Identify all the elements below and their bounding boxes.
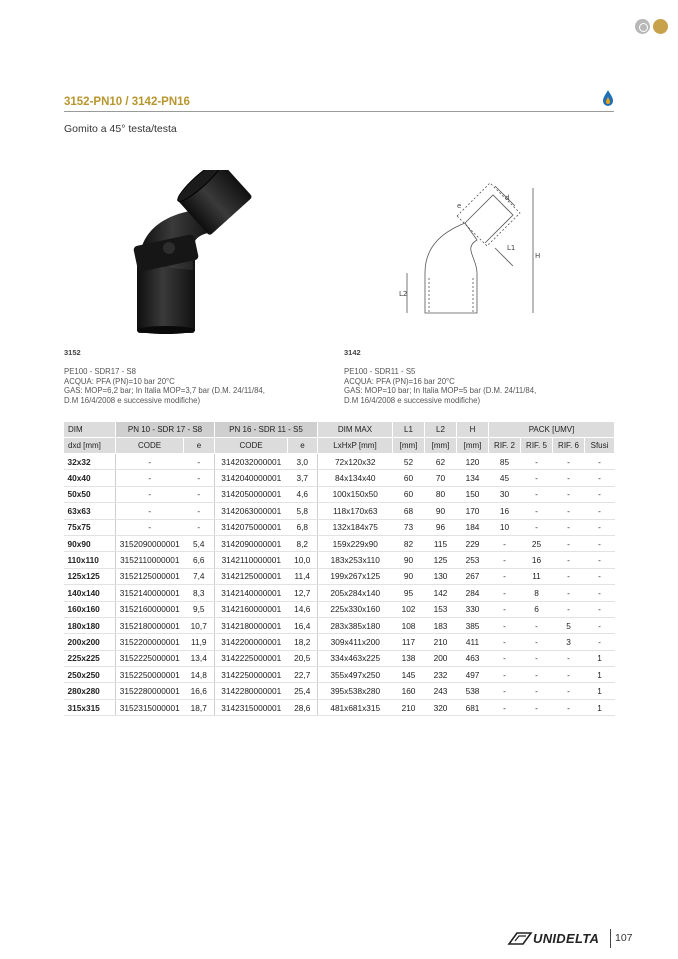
cell-code10: 3152090000001 xyxy=(116,535,184,551)
cell-rif6: 3 xyxy=(553,634,585,650)
cell-code16: 3142040000001 xyxy=(215,470,288,486)
header-pn16: PN 16 - SDR 11 - S5 xyxy=(215,422,318,438)
table-row xyxy=(64,667,615,683)
cell-rif6: - xyxy=(553,667,585,683)
cell-rif6: - xyxy=(553,568,585,584)
cell-h: 497 xyxy=(457,667,489,683)
cell-l1: 102 xyxy=(393,601,425,617)
cell-rif2: 10 xyxy=(489,519,521,535)
spec-line: GAS: MOP=6,2 bar; In Italia MOP=3,7 bar (D.M. 24/11/84, xyxy=(64,386,265,396)
cell-code10: - xyxy=(116,519,184,535)
table-row xyxy=(64,470,615,486)
cell-e10: 7,4 xyxy=(184,568,215,584)
cell-l1: 52 xyxy=(393,454,425,470)
cell-l2: 125 xyxy=(425,552,457,568)
cell-e16: 6,8 xyxy=(288,519,318,535)
cell-l1: 60 xyxy=(393,486,425,502)
header-code-10: CODE xyxy=(116,438,184,454)
cell-rif2: - xyxy=(489,552,521,568)
cell-l2: 210 xyxy=(425,634,457,650)
table-row xyxy=(64,568,615,584)
cell-e16: 10,0 xyxy=(288,552,318,568)
cell-e10: - xyxy=(184,486,215,502)
cell-rif5: 6 xyxy=(521,601,553,617)
cell-h: 253 xyxy=(457,552,489,568)
specs-3152 xyxy=(64,367,265,405)
spec-line: PE100 - SDR11 - S5 xyxy=(344,367,416,376)
unidelta-logo xyxy=(507,930,599,946)
cell-dimmax: 355x497x250 xyxy=(318,667,393,683)
cell-dim: 110x110 xyxy=(64,552,116,568)
unidelta-logo-icon xyxy=(507,930,533,946)
cell-sfusi: - xyxy=(585,454,615,470)
header-e-10: e xyxy=(184,438,215,454)
cell-sfusi: 1 xyxy=(585,699,615,715)
cell-e16: 16,4 xyxy=(288,617,318,633)
cell-code10: - xyxy=(116,503,184,519)
cell-e16: 5,8 xyxy=(288,503,318,519)
cell-sfusi: - xyxy=(585,503,615,519)
header-pn10: PN 10 - SDR 17 - S8 xyxy=(116,422,215,438)
cell-l2: 200 xyxy=(425,650,457,666)
cell-code10: - xyxy=(116,470,184,486)
cell-dim: 50x50 xyxy=(64,486,116,502)
cell-rif2: 30 xyxy=(489,486,521,502)
header-dimmax: DIM MAX xyxy=(318,422,393,438)
cell-dim: 225x225 xyxy=(64,650,116,666)
label-e: e xyxy=(457,202,462,210)
model-code-3152: 3152 xyxy=(64,348,81,357)
cell-dim: 63x63 xyxy=(64,503,116,519)
cell-e16: 3,0 xyxy=(288,454,318,470)
cell-rif2: - xyxy=(489,683,521,699)
header-rif5: RIF. 5 xyxy=(521,438,553,454)
cell-sfusi: - xyxy=(585,486,615,502)
cell-sfusi: - xyxy=(585,585,615,601)
cell-dimmax: 395x538x280 xyxy=(318,683,393,699)
cell-l2: 62 xyxy=(425,454,457,470)
cell-l2: 80 xyxy=(425,486,457,502)
cell-code10: 3152110000001 xyxy=(116,552,184,568)
cell-l1: 95 xyxy=(393,585,425,601)
cell-rif5: - xyxy=(521,650,553,666)
cell-e16: 4,6 xyxy=(288,486,318,502)
cell-h: 229 xyxy=(457,535,489,551)
cell-dimmax: 481x681x315 xyxy=(318,699,393,715)
title-divider xyxy=(64,111,614,112)
cell-dimmax: 84x134x40 xyxy=(318,470,393,486)
table-row xyxy=(64,535,615,551)
cell-dim: 200x200 xyxy=(64,634,116,650)
header-rif2: RIF. 2 xyxy=(489,438,521,454)
cell-h: 411 xyxy=(457,634,489,650)
cell-rif6: - xyxy=(553,486,585,502)
cell-sfusi: - xyxy=(585,535,615,551)
cell-dimmax: 199x267x125 xyxy=(318,568,393,584)
cell-code16: 3142180000001 xyxy=(215,617,288,633)
header-dim: DIM xyxy=(64,422,116,438)
elbow-product-photo xyxy=(125,170,255,335)
spec-line: PE100 - SDR17 - S8 xyxy=(64,367,136,376)
table-row xyxy=(64,601,615,617)
cell-rif2: - xyxy=(489,650,521,666)
cell-code16: 3142225000001 xyxy=(215,650,288,666)
cell-h: 385 xyxy=(457,617,489,633)
header-code-16: CODE xyxy=(215,438,288,454)
cell-rif5: 11 xyxy=(521,568,553,584)
cell-rif6: - xyxy=(553,585,585,601)
cell-rif2: 85 xyxy=(489,454,521,470)
cell-dimmax: 205x284x140 xyxy=(318,585,393,601)
cell-e10: 6,6 xyxy=(184,552,215,568)
cell-dim: 140x140 xyxy=(64,585,116,601)
cell-sfusi: 1 xyxy=(585,650,615,666)
cell-code16: 3142280000001 xyxy=(215,683,288,699)
cell-h: 463 xyxy=(457,650,489,666)
cell-h: 538 xyxy=(457,683,489,699)
cell-dim: 40x40 xyxy=(64,470,116,486)
cell-h: 120 xyxy=(457,454,489,470)
cell-l2: 153 xyxy=(425,601,457,617)
label-l1: L1 xyxy=(507,244,516,252)
cell-l1: 145 xyxy=(393,667,425,683)
cell-e16: 25,4 xyxy=(288,683,318,699)
cell-e10: 16,6 xyxy=(184,683,215,699)
cell-code10: 3152140000001 xyxy=(116,585,184,601)
cell-code16: 3142250000001 xyxy=(215,667,288,683)
cell-rif2: - xyxy=(489,667,521,683)
cell-h: 284 xyxy=(457,585,489,601)
label-d: d xyxy=(505,194,510,202)
cell-l1: 73 xyxy=(393,519,425,535)
cell-rif2: - xyxy=(489,617,521,633)
cell-code16: 3142125000001 xyxy=(215,568,288,584)
cell-code16: 3142090000001 xyxy=(215,535,288,551)
cell-dim: 280x280 xyxy=(64,683,116,699)
cell-l2: 70 xyxy=(425,470,457,486)
cell-rif6: - xyxy=(553,650,585,666)
cell-dim: 180x180 xyxy=(64,617,116,633)
cell-dim: 32x32 xyxy=(64,454,116,470)
cell-l1: 117 xyxy=(393,634,425,650)
cell-rif2: 45 xyxy=(489,470,521,486)
cell-l2: 90 xyxy=(425,503,457,519)
cell-rif5: 8 xyxy=(521,585,553,601)
cell-dim: 90x90 xyxy=(64,535,116,551)
specs-3142 xyxy=(344,367,536,405)
cell-rif5: - xyxy=(521,634,553,650)
cell-dimmax: 132x184x75 xyxy=(318,519,393,535)
cell-code16: 3142063000001 xyxy=(215,503,288,519)
cell-e16: 20,5 xyxy=(288,650,318,666)
header-l2: L2 xyxy=(425,422,457,438)
cell-code16: 3142200000001 xyxy=(215,634,288,650)
cell-sfusi: 1 xyxy=(585,667,615,683)
cell-e10: 9,5 xyxy=(184,601,215,617)
cell-rif6: - xyxy=(553,454,585,470)
cell-sfusi: - xyxy=(585,519,615,535)
cell-l1: 90 xyxy=(393,568,425,584)
cell-code10: - xyxy=(116,454,184,470)
spec-line: D.M 16/4/2008 e successive modifiche) xyxy=(344,395,481,405)
cell-rif5: 16 xyxy=(521,552,553,568)
cell-rif2: - xyxy=(489,699,521,715)
cell-code10: 3152180000001 xyxy=(116,617,184,633)
spec-line: GAS: MOP=10 bar; In Italia MOP=5 bar (D.M. 24/11/84, xyxy=(344,386,537,396)
cell-dimmax: 100x150x50 xyxy=(318,486,393,502)
cell-code10: - xyxy=(116,486,184,502)
cell-code10: 3152160000001 xyxy=(116,601,184,617)
cell-code16: 3142110000001 xyxy=(215,552,288,568)
cell-rif5: - xyxy=(521,454,553,470)
table-row xyxy=(64,617,615,633)
cell-rif6: - xyxy=(553,503,585,519)
cell-l1: 210 xyxy=(393,699,425,715)
cell-e16: 18,2 xyxy=(288,634,318,650)
table-row xyxy=(64,650,615,666)
product-code-title: 3152-PN10 / 3142-PN16 xyxy=(64,96,190,108)
cell-dim: 250x250 xyxy=(64,667,116,683)
cell-rif2: - xyxy=(489,535,521,551)
product-subtitle: Gomito a 45° testa/testa xyxy=(64,123,177,135)
cell-rif2: - xyxy=(489,585,521,601)
cell-code16: 3142160000001 xyxy=(215,601,288,617)
cell-e16: 3,7 xyxy=(288,470,318,486)
cell-e16: 28,6 xyxy=(288,699,318,715)
cell-dimmax: 334x463x225 xyxy=(318,650,393,666)
cell-dim: 315x315 xyxy=(64,699,116,715)
cell-sfusi: 1 xyxy=(585,683,615,699)
cell-code16: 3142032000001 xyxy=(215,454,288,470)
cell-l1: 90 xyxy=(393,552,425,568)
cell-h: 267 xyxy=(457,568,489,584)
cell-e10: 18,7 xyxy=(184,699,215,715)
cell-sfusi: - xyxy=(585,601,615,617)
cell-sfusi: - xyxy=(585,470,615,486)
cell-rif6: - xyxy=(553,535,585,551)
cell-e10: - xyxy=(184,470,215,486)
cell-dimmax: 159x229x90 xyxy=(318,535,393,551)
cell-rif5: - xyxy=(521,683,553,699)
header-l1-unit: [mm] xyxy=(393,438,425,454)
cell-rif6: - xyxy=(553,552,585,568)
cell-rif2: - xyxy=(489,601,521,617)
cell-h: 681 xyxy=(457,699,489,715)
cell-dimmax: 225x330x160 xyxy=(318,601,393,617)
cell-h: 170 xyxy=(457,503,489,519)
cell-dim: 160x160 xyxy=(64,601,116,617)
cell-rif2: - xyxy=(489,634,521,650)
page-number: 107 xyxy=(615,932,633,944)
cell-h: 134 xyxy=(457,470,489,486)
table-row xyxy=(64,486,615,502)
cell-h: 184 xyxy=(457,519,489,535)
water-gas-drop-icon xyxy=(601,89,615,107)
table-row xyxy=(64,503,615,519)
cell-l2: 183 xyxy=(425,617,457,633)
cell-rif5: 25 xyxy=(521,535,553,551)
cell-e10: 5,4 xyxy=(184,535,215,551)
cell-rif6: 5 xyxy=(553,617,585,633)
header-h: H xyxy=(457,422,489,438)
cell-rif6: - xyxy=(553,470,585,486)
cell-l1: 82 xyxy=(393,535,425,551)
cell-l1: 108 xyxy=(393,617,425,633)
cell-e16: 8,2 xyxy=(288,535,318,551)
cell-code10: 3152125000001 xyxy=(116,568,184,584)
cell-code10: 3152280000001 xyxy=(116,683,184,699)
cell-rif5: - xyxy=(521,667,553,683)
page-number-divider xyxy=(610,929,611,948)
cell-rif5: - xyxy=(521,519,553,535)
cell-e10: 10,7 xyxy=(184,617,215,633)
cell-code16: 3142050000001 xyxy=(215,486,288,502)
cell-dimmax: 283x385x180 xyxy=(318,617,393,633)
cell-l2: 96 xyxy=(425,519,457,535)
cell-l1: 138 xyxy=(393,650,425,666)
gold-circle-icon[interactable] xyxy=(653,19,668,34)
cell-sfusi: - xyxy=(585,552,615,568)
cell-h: 330 xyxy=(457,601,489,617)
cell-code16: 3142140000001 xyxy=(215,585,288,601)
cell-rif6: - xyxy=(553,683,585,699)
table-row xyxy=(64,699,615,715)
cell-rif2: 16 xyxy=(489,503,521,519)
cell-dimmax: 72x120x32 xyxy=(318,454,393,470)
cell-e10: 8,3 xyxy=(184,585,215,601)
cell-h: 150 xyxy=(457,486,489,502)
cell-rif5: - xyxy=(521,617,553,633)
model-code-3142: 3142 xyxy=(344,348,361,357)
cell-dim: 75x75 xyxy=(64,519,116,535)
cell-e16: 22,7 xyxy=(288,667,318,683)
cell-rif5: - xyxy=(521,470,553,486)
table-body xyxy=(64,454,615,716)
cell-code10: 3152200000001 xyxy=(116,634,184,650)
table-row xyxy=(64,552,615,568)
top-corner-icons xyxy=(635,19,668,34)
cell-dim: 125x125 xyxy=(64,568,116,584)
spec-line: ACQUA: PFA (PN)=10 bar 20°C xyxy=(64,376,175,386)
cell-e10: - xyxy=(184,454,215,470)
cell-dimmax: 118x170x63 xyxy=(318,503,393,519)
table-row xyxy=(64,634,615,650)
cell-rif6: - xyxy=(553,601,585,617)
cell-rif6: - xyxy=(553,699,585,715)
cell-code10: 3152225000001 xyxy=(116,650,184,666)
header-dimmax-unit: LxHxP [mm] xyxy=(318,438,393,454)
cell-l2: 320 xyxy=(425,699,457,715)
cell-sfusi: - xyxy=(585,568,615,584)
spec-line: D.M 16/4/2008 e successive modifiche) xyxy=(64,395,201,405)
cell-rif5: - xyxy=(521,486,553,502)
table-row xyxy=(64,683,615,699)
cell-e10: - xyxy=(184,503,215,519)
cell-code10: 3152315000001 xyxy=(116,699,184,715)
cell-rif5: - xyxy=(521,503,553,519)
cell-e16: 12,7 xyxy=(288,585,318,601)
cell-l2: 142 xyxy=(425,585,457,601)
brand-name: UNIDELTA xyxy=(533,930,600,946)
cell-l2: 115 xyxy=(425,535,457,551)
cell-code16: 3142075000001 xyxy=(215,519,288,535)
header-pack: PACK [UMV] xyxy=(489,422,615,438)
table-row xyxy=(64,519,615,535)
cell-e10: 14,8 xyxy=(184,667,215,683)
cell-l2: 232 xyxy=(425,667,457,683)
header-h-unit: [mm] xyxy=(457,438,489,454)
cell-code10: 3152250000001 xyxy=(116,667,184,683)
header-l1: L1 xyxy=(393,422,425,438)
header-sfusi: Sfusi xyxy=(585,438,615,454)
product-table xyxy=(63,421,615,716)
header-dxd: dxd [mm] xyxy=(64,438,116,454)
cell-e10: 13,4 xyxy=(184,650,215,666)
cell-rif2: - xyxy=(489,568,521,584)
header-rif6: RIF. 6 xyxy=(553,438,585,454)
cell-l2: 130 xyxy=(425,568,457,584)
cell-code16: 3142315000001 xyxy=(215,699,288,715)
table-row xyxy=(64,454,615,470)
cell-e10: 11,9 xyxy=(184,634,215,650)
cell-rif5: - xyxy=(521,699,553,715)
cell-e16: 14,6 xyxy=(288,601,318,617)
header-l2-unit: [mm] xyxy=(425,438,457,454)
cell-l2: 243 xyxy=(425,683,457,699)
header-e-16: e xyxy=(288,438,318,454)
elbow-technical-drawing xyxy=(395,178,545,318)
globe-icon[interactable] xyxy=(635,19,650,34)
cell-sfusi: - xyxy=(585,617,615,633)
cell-dimmax: 309x411x200 xyxy=(318,634,393,650)
label-h: H xyxy=(535,252,541,260)
cell-dimmax: 183x253x110 xyxy=(318,552,393,568)
cell-l1: 160 xyxy=(393,683,425,699)
table-row xyxy=(64,585,615,601)
cell-sfusi: - xyxy=(585,634,615,650)
label-l2: L2 xyxy=(399,290,408,298)
spec-line: ACQUA: PFA (PN)=16 bar 20°C xyxy=(344,376,455,386)
cell-e10: - xyxy=(184,519,215,535)
cell-l1: 60 xyxy=(393,470,425,486)
cell-rif6: - xyxy=(553,519,585,535)
cell-l1: 68 xyxy=(393,503,425,519)
cell-e16: 11,4 xyxy=(288,568,318,584)
